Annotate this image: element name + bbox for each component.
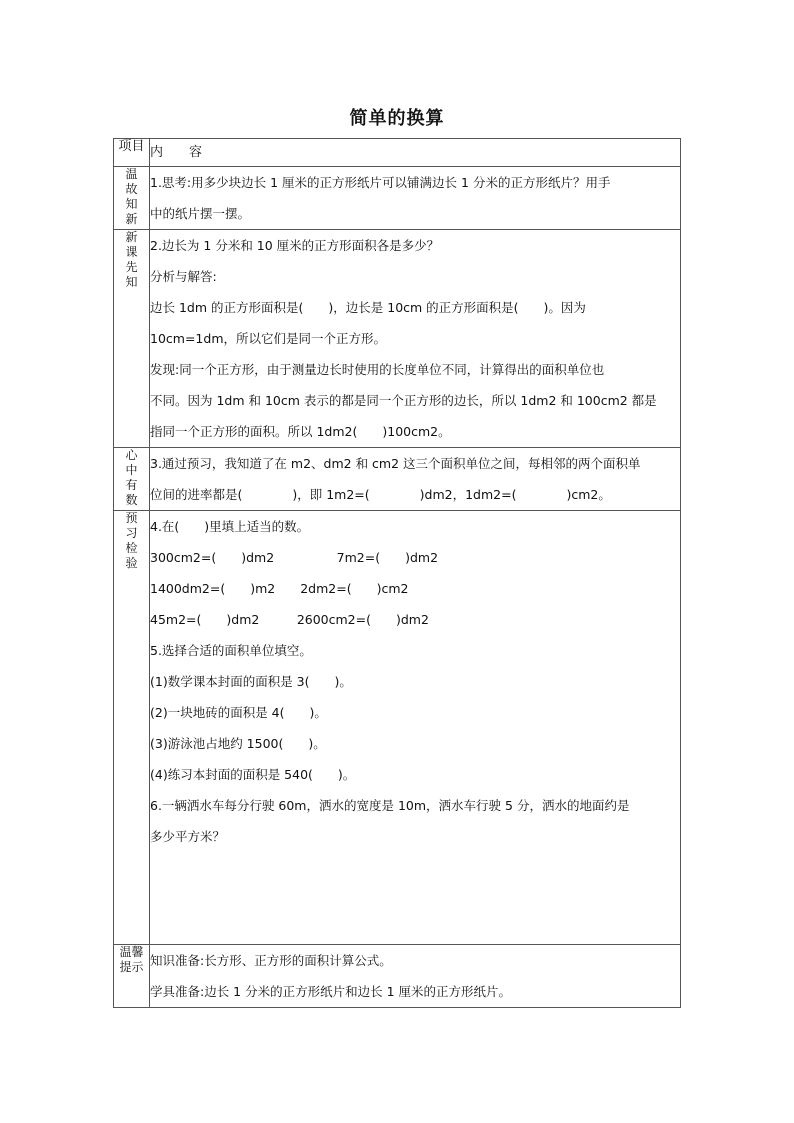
section-new: [114, 230, 681, 448]
text-line: 45m2=( )dm2 2600cm2=( )dm2: [150, 612, 429, 627]
header-project: 项目: [114, 139, 150, 167]
text-line: (3)游泳池占地约 1500( )。: [150, 736, 326, 751]
section-review: [114, 167, 681, 230]
text-line: 1.思考:用多少块边长 1 厘米的正方形纸片可以铺满边长 1 分米的正方形纸片？用手: [150, 175, 611, 190]
new-label: 新课先知: [125, 230, 138, 289]
section-content: [150, 448, 681, 511]
text-line: 300cm2=( )dm2 7m2=( )dm2: [150, 550, 439, 565]
text-line: 10cm=1dm，所以它们是同一个正方形。: [150, 331, 386, 346]
page-title: 简单的换算: [349, 108, 445, 129]
text-line: 不同。因为 1dm 和 10cm 表示的都是同一个正方形的边长，所以 1dm2 和 100cm2 都是: [150, 393, 657, 408]
section-label: [114, 945, 150, 1008]
text-line: (2)一块地砖的面积是 4( )。: [150, 705, 327, 720]
text-line: 2.边长为 1 分米和 10 厘米的正方形面积各是多少？: [150, 238, 440, 253]
text-line: 4.在( )里填上适当的数。: [150, 519, 310, 534]
text-line: 6.一辆洒水车每分行驶 60m，洒水的宽度是 10m，洒水车行驶 5 分，洒水的地面约是: [150, 798, 630, 813]
tips-label-line1: 温馨: [119, 945, 144, 959]
header-row: [114, 139, 681, 167]
text-line: 分析与解答:: [150, 269, 217, 284]
section-content: [150, 945, 681, 1008]
section-label: [114, 511, 150, 945]
text-line: 位间的进率都是( )，即 1m2=( )dm2，1dm2=( )cm2。: [150, 487, 611, 502]
text-line: 发现:同一个正方形，由于测量边长时使用的长度单位不同，计算得出的面积单位也: [150, 362, 605, 377]
mind-label: 心中有数: [125, 448, 138, 507]
section-tips: [114, 945, 681, 1008]
section-content: [150, 167, 681, 230]
preview-label: 预习检验: [125, 511, 138, 570]
text-line: 知识准备:长方形、正方形的面积计算公式。: [150, 953, 392, 968]
text-line: 边长 1dm 的正方形面积是( )，边长是 10cm 的正方形面积是( )。因为: [150, 300, 586, 315]
text-line: 中的纸片摆一摆。: [150, 206, 251, 221]
text-line: (4)练习本封面的面积是 540( )。: [150, 767, 356, 782]
text-line: (1)数学课本封面的面积是 3( )。: [150, 674, 352, 689]
section-label: [114, 448, 150, 511]
text-line: 1400dm2=( )m2 2dm2=( )cm2: [150, 581, 409, 596]
text-line: 3.通过预习，我知道了在 m2、dm2 和 cm2 这三个面积单位之间，每相邻的两个面积单: [150, 456, 641, 471]
section-label: [114, 167, 150, 230]
section-label: [114, 230, 150, 448]
section-preview: [114, 511, 681, 945]
header-content: 内 容: [150, 139, 681, 167]
section-content: [150, 511, 681, 945]
text-line: 5.选择合适的面积单位填空。: [150, 643, 312, 658]
section-content: [150, 230, 681, 448]
review-label: 温故知新: [125, 167, 138, 226]
section-mind: [114, 448, 681, 511]
tips-label-line2: 提示: [119, 960, 144, 974]
text-line: 指同一个正方形的面积。所以 1dm2( )100cm2。: [150, 424, 451, 439]
worksheet-table: [113, 138, 681, 1008]
text-line: 学具准备:边长 1 分米的正方形纸片和边长 1 厘米的正方形纸片。: [150, 984, 512, 999]
text-line: 多少平方米？: [150, 829, 226, 844]
